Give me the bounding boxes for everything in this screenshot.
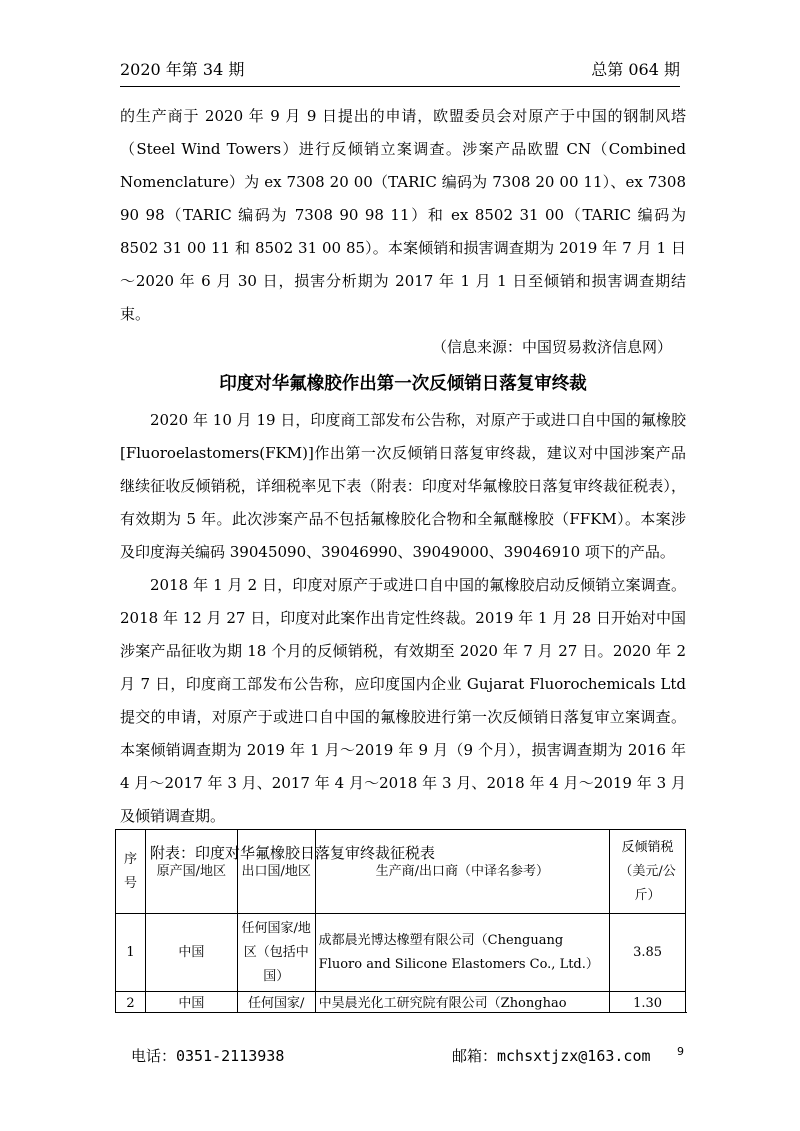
table-caption: 附表：印度对华氟橡胶日落复审终裁征税表: [150, 844, 436, 862]
header-serial: 序号: [116, 830, 146, 914]
header-export: 出口国/地区: [237, 830, 315, 914]
cell-origin: 中国: [145, 914, 237, 992]
header-origin: 原产国/地区: [145, 830, 237, 914]
cell-origin: 中国: [145, 992, 237, 1032]
cell-producer: 成都晨光博达橡塑有限公司（Chenguang Fluoro and Silicone Elastomers Co., Ltd.）: [315, 914, 609, 992]
cell-duty: 1.30: [610, 992, 686, 1032]
paragraph-case-history: 2018 年 1 月 2 日，印度对原产于或进口自中国的氟橡胶启动反倾销立案调查。2018 年 12 月 27 日，印度对此案作出肯定性终裁。2019 年 1 月 28 日开始对中国涉案产品征收为期 18 个月的反倾销税，有效期至 2020 年 7 月 27 日。2020 年 2 月 7 日，印度商工部发布公告称，应印度国内企业 Gujarat Fluorochemicals Ltd 提交的申请，对原产于或进口自中国的氟橡胶进行第一次反倾销日落复审立案调查。本案倾销调查期为 2019 年 1 月～2019 年 9 月（9 个月），损害调查期为 2016 年 4 月～2017 年 3 月、2017 年 4 月～2018 年 3 月、2018 年 4 月～2019 年 3 月及倾销调查期。: [120, 576, 686, 825]
cell-serial: 1: [116, 914, 146, 992]
cell-duty: 3.85: [610, 914, 686, 992]
article-body: [120, 100, 686, 870]
header-duty: 反倾销税（美元/公斤）: [610, 830, 686, 914]
cell-producer: 中昊晨光化工研究院有限公司（Zhonghao: [315, 992, 609, 1032]
table-row: [116, 914, 686, 992]
footer-email: 邮箱：mchsxtjzx@163.com: [452, 1047, 651, 1065]
footer-phone: 电话：0351-2113938: [131, 1047, 285, 1065]
table-bottom-border: [115, 1012, 687, 1013]
paragraph-final-ruling: 2020 年 10 月 19 日，印度商工部发布公告称，对原产于或进口自中国的氟橡胶[Fluoroelastomers(FKM)]作出第一次反倾销日落复审终裁，建议对中国涉案产品继续征收反倾销税，详细税率见下表（附表：印度对华氟橡胶日落复审终裁征税表），有效期为 5 年。此次涉案产品不包括氟橡胶化合物和全氟醚橡胶（FFKM）。本案涉及印度海关编码 39045090、39046990、39049000、39046910 项下的产品。: [120, 411, 686, 561]
cell-serial: 2: [116, 992, 146, 1032]
info-source: （信息来源：中国贸易救济信息网）: [431, 338, 672, 356]
cell-export: 任何国家/: [237, 992, 315, 1032]
cell-export: 任何国家/地区（包括中国）: [237, 914, 315, 992]
header-producer: 生产商/出口商（中译名参考）: [315, 830, 609, 914]
page-bottom-mask: [0, 1012, 800, 1131]
total-issue-number: 总第 064 期: [591, 60, 680, 79]
issue-number: 2020 年第 34 期: [120, 60, 245, 79]
page-header: [120, 56, 680, 87]
paragraph-wind-towers: 的生产商于 2020 年 9 月 9 日提出的申请，欧盟委员会对原产于中国的钢制风塔（Steel Wind Towers）进行反倾销立案调查。涉案产品欧盟 CN（Combined Nomenclature）为 ex 7308 20 00（TARIC 编码为 7308 20 00 11）、ex 7308 90 98（TARIC 编码为 7308 90 98 11）和 ex 8502 31 00（TARIC 编码为 8502 31 00 11 和 8502 31 00 85）。本案倾销和损害调查期为 2019 年 7 月 1 日～2020 年 6 月 30 日，损害分析期为 2017 年 1 月 1 日至倾销和损害调查期结束。: [120, 107, 686, 323]
page-number: 9: [677, 1045, 684, 1058]
duty-table: [115, 829, 686, 1032]
article-title: 印度对华氟橡胶作出第一次反倾销日落复审终裁: [219, 374, 587, 394]
table-header-row: [116, 830, 686, 914]
